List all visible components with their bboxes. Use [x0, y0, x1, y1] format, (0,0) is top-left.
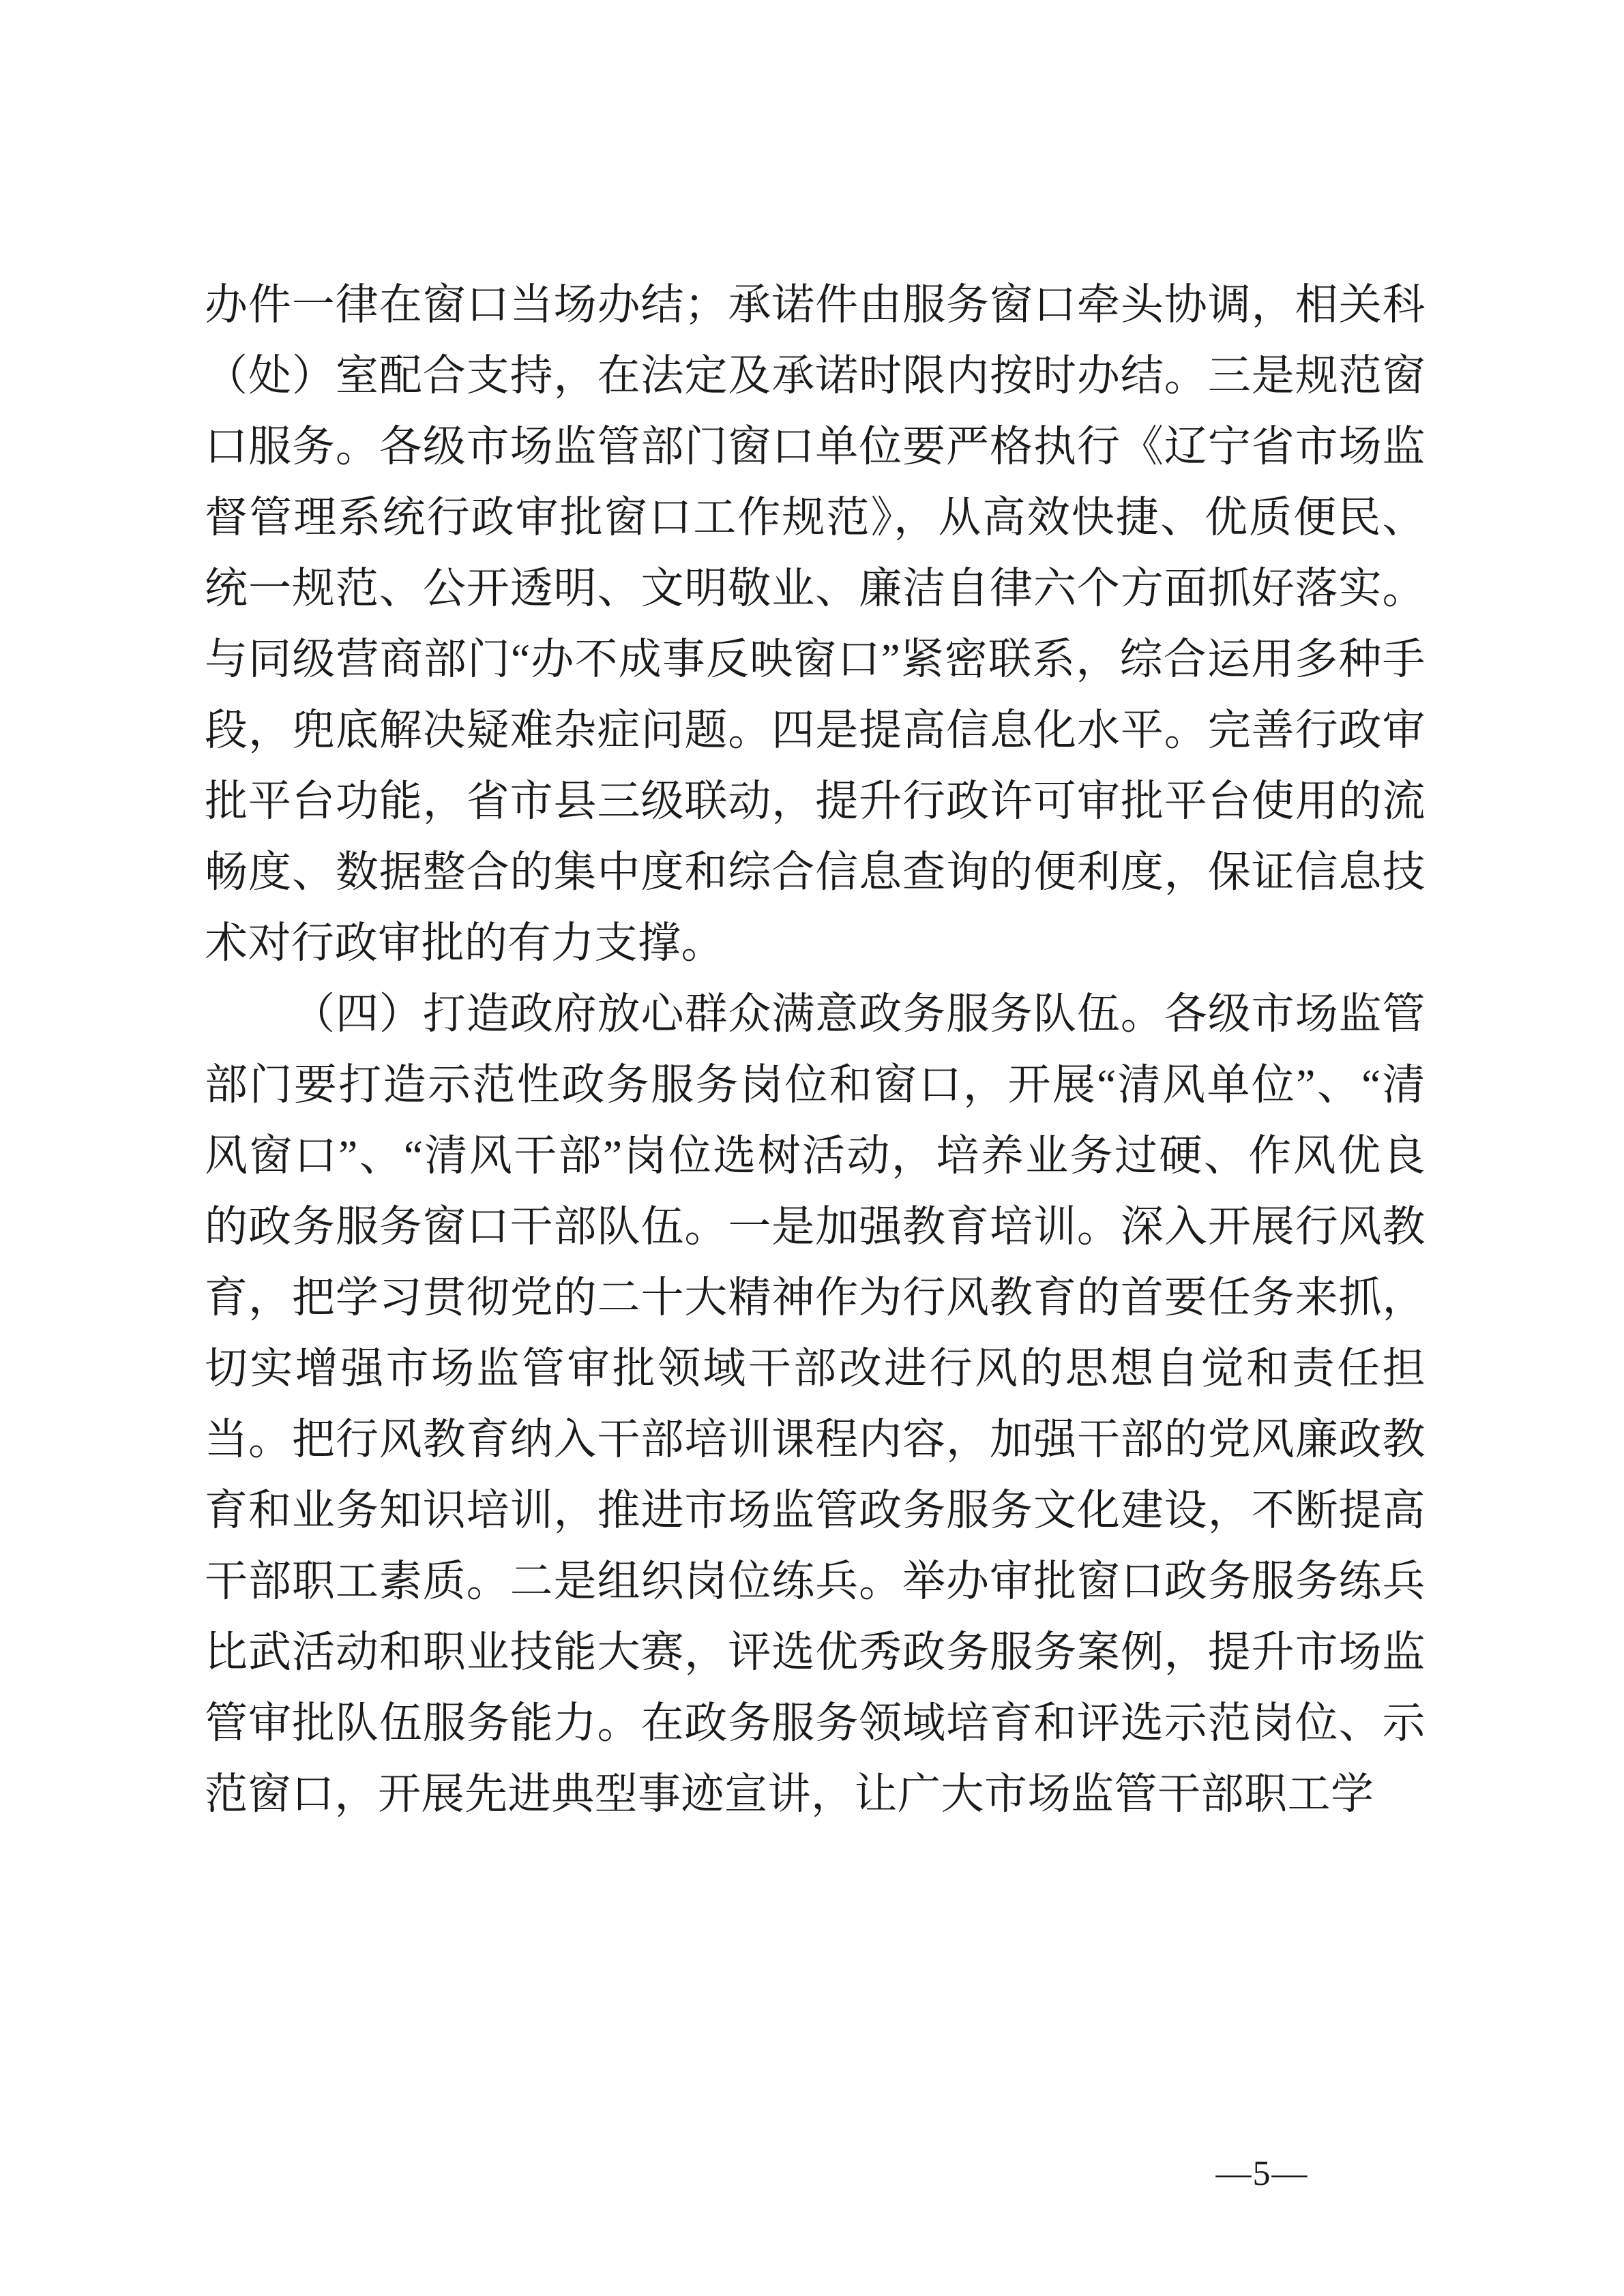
- body-paragraph: （四）打造政府放心群众满意政务服务队伍。各级市场监管部门要打造示范性政务服务岗位和窗口，开展“清风单位”、“清风窗口”、“清风干部”岗位选树活动，培养业务过硬、作风优良的政务服务窗口干部队伍。一是加强教育培训。深入开展行风教育，把学习贯彻党的二十大精神作为行风教育的首要任务来抓，切实增强市场监管审批领域干部改进行风的思想自觉和责任担当。把行风教育纳入干部培训课程内容，加强干部的党风廉政教育和业务知识培训，推进市场监管政务服务文化建设，不断提高干部职工素质。二是组织岗位练兵。举办审批窗口政务服务练兵比武活动和职业技能大赛，评选优秀政务服务案例，提升市场监管审批队伍服务能力。在政务服务领域培育和评选示范岗位、示范窗口，开展先进典型事迹宣讲，让广大市场监管干部职工学: [205, 990, 1426, 1818]
- body-paragraph: 办件一律在窗口当场办结；承诺件由服务窗口牵头协调，相关科（处）室配合支持，在法定及承诺时限内按时办结。三是规范窗口服务。各级市场监管部门窗口单位要严格执行《辽宁省市场监督管理系统行政审批窗口工作规范》，从高效快捷、优质便民、统一规范、公开透明、文明敬业、廉洁自律六个方面抓好落实。与同级营商部门“办不成事反映窗口”紧密联系，综合运用多种手段，兜底解决疑难杂症问题。四是提高信息化水平。完善行政审批平台功能，省市县三级联动，提升行政许可审批平台使用的流畅度、数据整合的集中度和综合信息查询的便利度，保证信息技术对行政审批的有力支撑。: [205, 281, 1426, 967]
- page-content: [205, 269, 1426, 1830]
- page-number: [0, 2153, 1624, 2194]
- page-number-text: —5—: [1215, 2154, 1309, 2193]
